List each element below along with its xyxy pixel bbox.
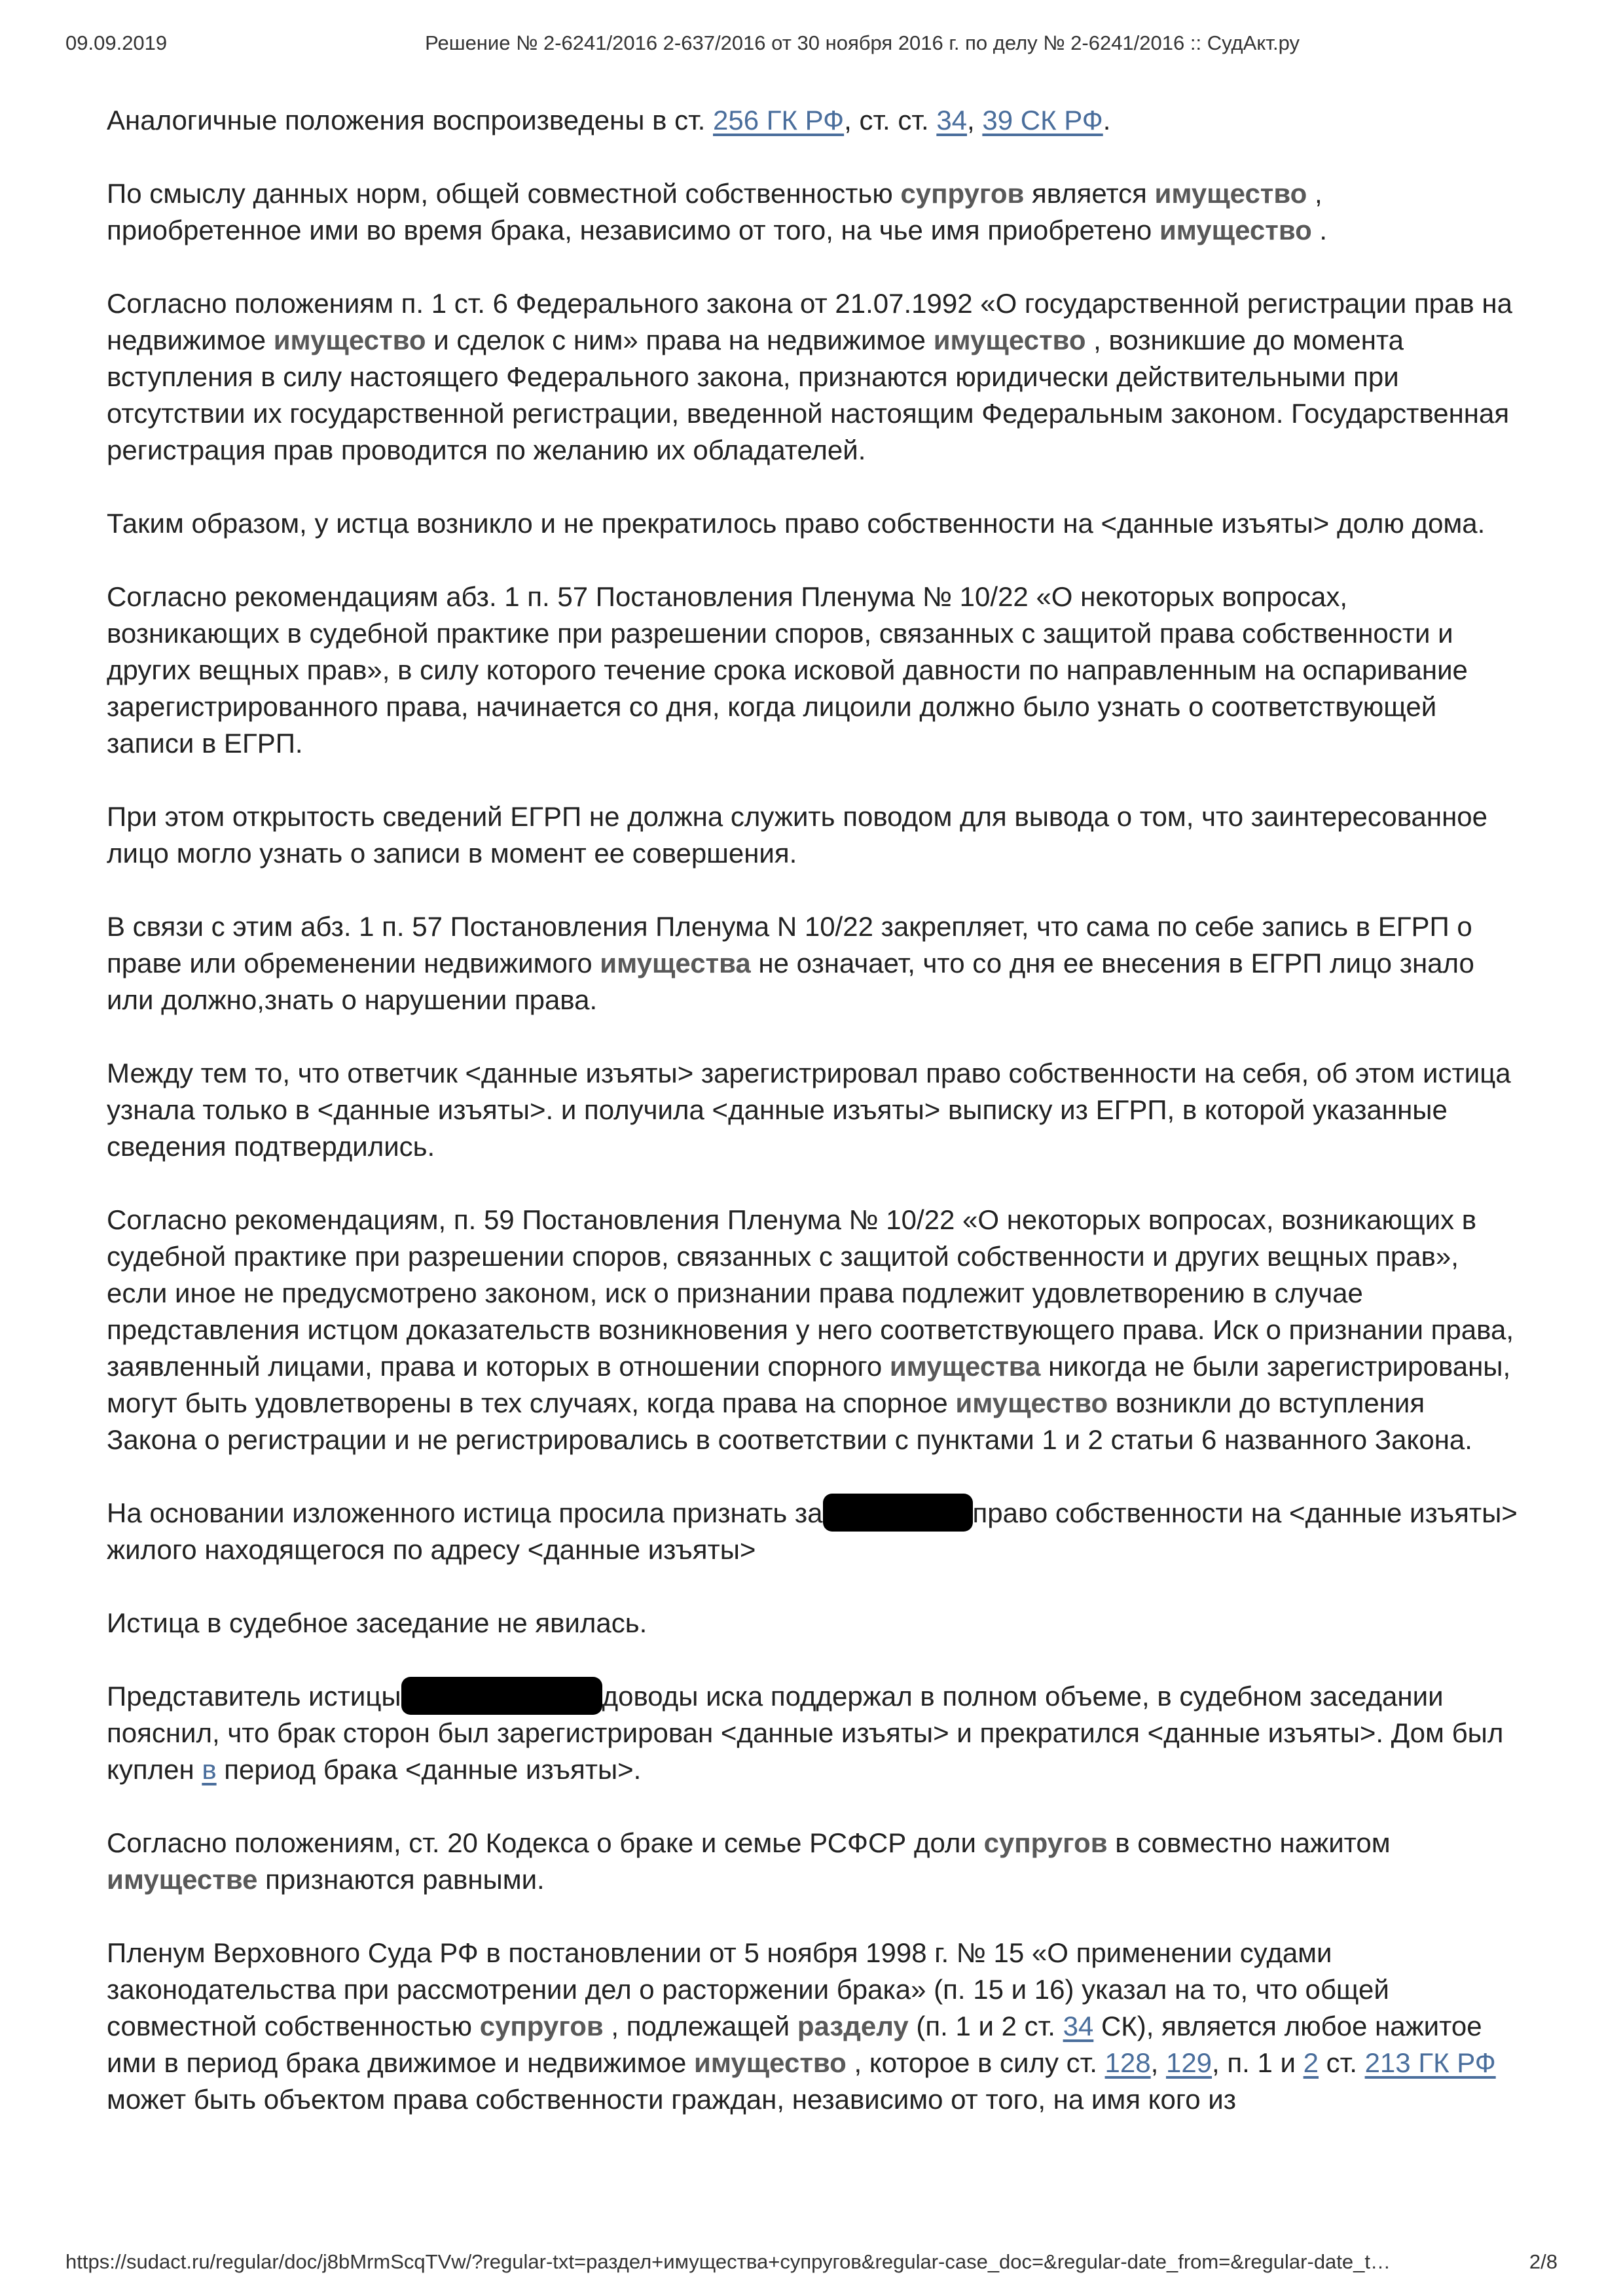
text-run: Аналогичные положения воспроизведены в ст. bbox=[107, 105, 714, 135]
text-run: право собственности на <данные изъяты> жилого находящегося по адресу <данные изъяты> bbox=[107, 1498, 1518, 1565]
paragraph bbox=[107, 505, 1518, 542]
text-run: При этом открытость сведений ЕГРП не должна служить поводом для вывода о том, что заинтересованное лицо могло узнать о записи в момент ее совершения. bbox=[107, 801, 1488, 869]
search-term-highlight: супругов bbox=[479, 2011, 604, 2041]
paragraph bbox=[107, 579, 1518, 762]
paragraph bbox=[107, 908, 1518, 1018]
paragraph bbox=[107, 1935, 1518, 2118]
search-term-highlight: имущество bbox=[1159, 215, 1312, 245]
text-run: (п. 1 и 2 ст. bbox=[908, 2011, 1063, 2041]
text-run: никогда не были зарегистрированы, могут быть удовлетворены в тех случаях, когда права на спорное bbox=[107, 1351, 1511, 1418]
legal-reference-link[interactable]: 256 ГК РФ bbox=[713, 105, 845, 135]
text-run: По смыслу данных норм, общей совместной собственностью bbox=[107, 178, 901, 209]
print-header bbox=[65, 31, 1558, 55]
text-run: может быть объектом права собственности граждан, независимо от того, на имя кого из bbox=[107, 2084, 1236, 2115]
paragraph bbox=[107, 102, 1518, 139]
page-title: Решение № 2-6241/2016 2-637/2016 от 30 ноября 2016 г. по делу № 2-6241/2016 :: СудАкт.ру bbox=[425, 31, 1300, 54]
text-run: Согласно положениям, ст. 20 Кодекса о браке и семье РСФСР доли bbox=[107, 1827, 984, 1858]
text-run: , bbox=[1150, 2047, 1166, 2078]
paragraph bbox=[107, 1605, 1518, 1641]
text-run: Согласно рекомендациям абз. 1 п. 57 Постановления Пленума № 10/22 «О некоторых вопросах, возникающих в судебной практике при разрешении споров, связанных с защитой права собственности и других вещных прав», в силу которого течение срока исковой давности по направленным на оспаривание зарегистрированного права, начинается со дня, когда лицоили должно было узнать о соответствующей записи в ЕГРП. bbox=[107, 581, 1468, 759]
page-indicator: 2/8 bbox=[1529, 2250, 1558, 2273]
paragraph bbox=[107, 175, 1518, 249]
search-term-highlight: супругов bbox=[900, 178, 1025, 209]
paragraph bbox=[107, 798, 1518, 872]
text-run: Представитель истицы bbox=[107, 1681, 401, 1712]
text-run: Таким образом, у истца возникло и не прекратилось право собственности на <данные изъяты> долю дома. bbox=[107, 508, 1486, 539]
redaction-bar bbox=[401, 1677, 602, 1715]
text-run: . bbox=[1103, 105, 1111, 135]
legal-reference-link[interactable]: 128 bbox=[1104, 2047, 1151, 2078]
text-run: , приобретенное ими во время брака, независимо от того, на чье имя приобретено bbox=[107, 178, 1322, 245]
search-term-highlight: имущество bbox=[694, 2047, 847, 2078]
text-run: , возникшие до момента вступления в силу настоящего Федерального закона, признаются юридически действительными при отсутствии их государственной регистрации, введенной настоящим Федеральным законом. Государственная регистрация прав проводится по желанию их обладателей. bbox=[107, 325, 1510, 465]
legal-reference-link[interactable]: 2 bbox=[1303, 2047, 1319, 2078]
text-run: ст. bbox=[1318, 2047, 1365, 2078]
search-term-highlight: имущество bbox=[273, 325, 426, 355]
search-term-highlight: имущество bbox=[955, 1388, 1108, 1418]
paragraph bbox=[107, 1825, 1518, 1898]
document-body bbox=[65, 102, 1558, 2118]
text-run: На основании изложенного истица просила признать за bbox=[107, 1498, 823, 1528]
legal-reference-link[interactable]: 34 bbox=[936, 105, 968, 135]
print-footer bbox=[65, 2250, 1558, 2274]
text-run: СК), является любое нажитое ими в период брака движимое и недвижимое bbox=[107, 2011, 1482, 2078]
search-term-highlight: имущества bbox=[889, 1351, 1041, 1382]
legal-reference-link[interactable]: 129 bbox=[1165, 2047, 1213, 2078]
search-term-highlight: разделу bbox=[797, 2011, 909, 2041]
text-run: период брака <данные изъяты>. bbox=[216, 1754, 642, 1785]
text-run: В связи с этим абз. 1 п. 57 Постановления Пленума N 10/22 закрепляет, что сама по себе запись в ЕГРП о праве или обременении недвижимого bbox=[107, 911, 1472, 978]
legal-reference-link[interactable]: в bbox=[202, 1754, 217, 1785]
text-run: и сделок с ним» права на недвижимое bbox=[426, 325, 934, 355]
paragraph bbox=[107, 1678, 1518, 1788]
text-run: Согласно рекомендациям, п. 59 Постановления Пленума № 10/22 «О некоторых вопросах, возникающих в судебной практике при разрешении споров, связанных с защитой собственности и других вещных прав», если иное не предусмотрено законом, иск о признании права подлежит удовлетворению в случае представления истцом доказательств возникновения у него соответствующего права. Иск о признании права, заявленный лицами, права и которых в отношении спорного bbox=[107, 1204, 1514, 1382]
text-run: возникли до вступления Закона о регистрации и не регистрировались в соответствии с пунктами 1 и 2 статьи 6 названного Закона. bbox=[107, 1388, 1472, 1455]
text-run: , которое в силу ст. bbox=[846, 2047, 1105, 2078]
search-term-highlight: имущества bbox=[600, 948, 751, 978]
legal-reference-link[interactable]: 39 СК РФ bbox=[982, 105, 1103, 135]
paragraph bbox=[107, 1495, 1518, 1568]
text-run: , подлежащей bbox=[603, 2011, 797, 2041]
text-run: Согласно положениям п. 1 ст. 6 Федерального закона от 21.07.1992 «О государственной регистрации прав на недвижимое bbox=[107, 288, 1512, 355]
text-run: , bbox=[967, 105, 983, 135]
text-run: Пленум Верховного Суда РФ в постановлении от 5 ноября 1998 г. № 15 «О применении судами законодательства при рассмотрении дел о расторжении брака» (п. 15 и 16) указал на то, что общей совместной собственностью bbox=[107, 1937, 1389, 2041]
paragraph bbox=[107, 1202, 1518, 1458]
search-term-highlight: имущество bbox=[933, 325, 1086, 355]
text-run: , ст. ст. bbox=[844, 105, 937, 135]
search-term-highlight: супругов bbox=[983, 1827, 1108, 1858]
text-run: признаются равными. bbox=[257, 1864, 545, 1895]
text-run: . bbox=[1311, 215, 1328, 245]
legal-reference-link[interactable]: 213 ГК РФ bbox=[1364, 2047, 1496, 2078]
print-date: 09.09.2019 bbox=[65, 31, 168, 54]
search-term-highlight: имуществе bbox=[107, 1864, 258, 1895]
text-run: не означает, что со дня ее внесения в ЕГРП лицо знало или должно,знать о нарушении права. bbox=[107, 948, 1474, 1015]
paragraph bbox=[107, 285, 1518, 469]
redaction-bar bbox=[823, 1494, 973, 1532]
source-url: https://sudact.ru/regular/doc/j8bMrmScqTVw/?regular-txt=раздел+имущества+супругов&regular-case_doc=&regular-date_from=&regular-date_t… bbox=[65, 2250, 1391, 2273]
search-term-highlight: имущество bbox=[1154, 178, 1307, 209]
text-run: Между тем то, что ответчик <данные изъяты> зарегистрировал право собственности на себя, об этом истица узнала только в <данные изъяты>. и получила <данные изъяты> выписку из ЕГРП, в которой указанные сведения подтвердились. bbox=[107, 1058, 1511, 1162]
legal-reference-link[interactable]: 34 bbox=[1063, 2011, 1094, 2041]
text-run: является bbox=[1024, 178, 1155, 209]
text-run: , п. 1 и bbox=[1212, 2047, 1304, 2078]
text-run: Истица в судебное заседание не явилась. bbox=[107, 1607, 647, 1638]
text-run: в совместно нажитом bbox=[1107, 1827, 1391, 1858]
paragraph bbox=[107, 1055, 1518, 1165]
text-run: доводы иска поддержал в полном объеме, в судебном заседании пояснил, что брак сторон был зарегистрирован <данные изъяты> и прекратился <данные изъяты>. Дом был куплен bbox=[107, 1681, 1504, 1785]
